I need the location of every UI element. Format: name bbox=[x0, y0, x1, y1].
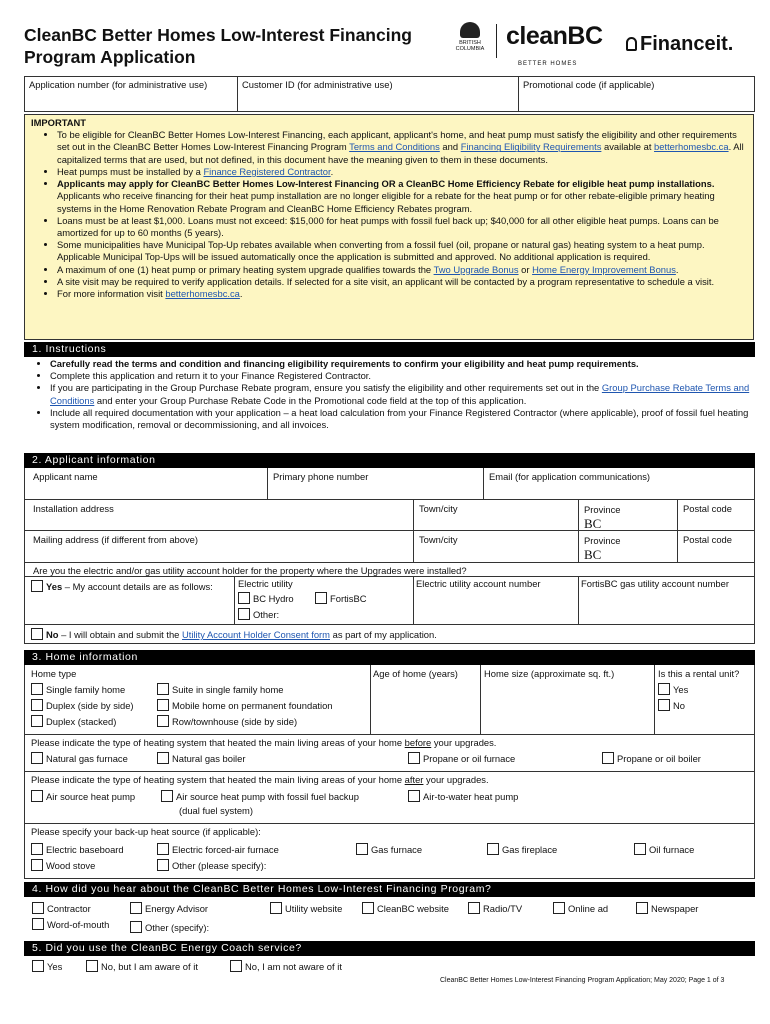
fortisbc-option[interactable] bbox=[315, 592, 366, 605]
backup-option[interactable] bbox=[31, 859, 95, 872]
checkbox[interactable] bbox=[356, 843, 368, 855]
other-utility-label: Other: bbox=[253, 609, 280, 620]
consent-form-link[interactable]: Utility Account Holder Consent form bbox=[182, 629, 330, 640]
section-5-header: 5. Did you use the CleanBC Energy Coach service? bbox=[24, 941, 755, 956]
section-3-header: 3. Home information bbox=[24, 650, 755, 665]
option-label: Propane or oil boiler bbox=[617, 753, 701, 764]
other-utility-checkbox[interactable] bbox=[238, 608, 250, 620]
item-text: Heat pumps must be installed by a bbox=[57, 165, 204, 177]
eligibility-requirements-link[interactable]: Financing Eligibility Requirements bbox=[460, 141, 602, 153]
section-1-header: 1. Instructions bbox=[24, 342, 755, 357]
bc-hydro-label: BC Hydro bbox=[253, 593, 294, 604]
divider bbox=[413, 499, 414, 562]
town-field[interactable] bbox=[415, 532, 462, 548]
divider bbox=[483, 468, 484, 499]
row-divider bbox=[25, 624, 754, 625]
important-item bbox=[57, 215, 747, 239]
question-text: Are you the electric and/or gas utility account holder for the property where the Upgrades were installed? bbox=[33, 565, 467, 576]
option-label: Radio/TV bbox=[483, 903, 523, 914]
item-text: available at bbox=[601, 141, 655, 153]
option-label: No, but I am aware of it bbox=[101, 961, 198, 972]
question-text: your upgrades. bbox=[431, 737, 497, 748]
bc-logo-text-1: BRITISH bbox=[459, 40, 481, 46]
option-label: Electric baseboard bbox=[46, 844, 124, 855]
application-number-field[interactable] bbox=[25, 77, 238, 111]
province-field[interactable] bbox=[580, 532, 624, 565]
row-divider bbox=[25, 734, 754, 735]
option-label: Mobile home on permanent foundation bbox=[172, 700, 333, 711]
section-4-header: 4. How did you hear about the CleanBC Better Homes Low-Interest Financing Program? bbox=[24, 882, 755, 897]
backup-option[interactable] bbox=[157, 859, 266, 872]
question-text: Please indicate the type of heating system that heated the main living areas of your home bbox=[31, 774, 405, 785]
cleanbc-logo-subtext: BETTER HOMES bbox=[518, 61, 578, 67]
checkbox[interactable] bbox=[32, 902, 44, 914]
home-type-option[interactable] bbox=[157, 699, 333, 712]
checkbox[interactable] bbox=[161, 790, 173, 802]
item-text: To be eligible for CleanBC Better Homes Low-Interest Financing, each applicant, applicant's home, and heat pump must satisfy the eligibility and other requirements set out in the CleanBC Better Homes Low-Interest Financing Program bbox=[57, 129, 737, 153]
yes-checkbox[interactable] bbox=[31, 580, 43, 592]
instructions bbox=[24, 358, 754, 431]
checkbox[interactable] bbox=[31, 843, 43, 855]
backup-option[interactable] bbox=[157, 843, 279, 856]
row-divider bbox=[25, 823, 754, 824]
bc-hydro-checkbox[interactable] bbox=[238, 592, 250, 604]
province-label: Province bbox=[584, 504, 621, 515]
item-text: . bbox=[330, 165, 334, 177]
page-footer: CleanBC Better Homes Low-Interest Financing Program Application; May 2020; Page 1 of 3 bbox=[440, 977, 725, 984]
heating-before-question bbox=[31, 737, 496, 749]
source-option[interactable] bbox=[270, 902, 342, 915]
option-label: CleanBC website bbox=[377, 903, 449, 914]
option-label: Electric forced-air furnace bbox=[172, 844, 279, 855]
bc-hydro-option[interactable] bbox=[238, 592, 294, 605]
option-label: Duplex (stacked) bbox=[46, 716, 117, 727]
account-yes-option[interactable] bbox=[31, 580, 213, 593]
betterhomesbc-link[interactable]: betterhomesbc.ca bbox=[165, 288, 240, 300]
checkbox[interactable] bbox=[553, 902, 565, 914]
heating-before-option[interactable] bbox=[408, 752, 515, 765]
source-option[interactable] bbox=[636, 902, 698, 915]
applicant-name-field[interactable] bbox=[29, 469, 102, 485]
rental-yes-option[interactable] bbox=[658, 683, 688, 696]
checkbox[interactable] bbox=[86, 960, 98, 972]
logo-bar bbox=[444, 20, 754, 67]
option-label: Row/townhouse (side by side) bbox=[172, 716, 298, 727]
option-label: No, I am not aware of it bbox=[245, 961, 342, 972]
terms-conditions-link[interactable]: Terms and Conditions bbox=[349, 141, 440, 153]
item-text: . All capitalized terms that are used, but not defined, in this document have the meaning given to them in these documents. bbox=[57, 141, 744, 165]
checkbox[interactable] bbox=[130, 921, 142, 933]
divider bbox=[654, 665, 655, 734]
home-energy-bonus-link[interactable]: Home Energy Improvement Bonus bbox=[532, 263, 676, 275]
customer-id-field[interactable] bbox=[238, 77, 518, 111]
option-label: Gas fireplace bbox=[502, 844, 558, 855]
postal-code-label: Postal code bbox=[683, 534, 732, 545]
financeit-mark-icon bbox=[626, 37, 637, 51]
option-label: Single family home bbox=[46, 684, 126, 695]
important-heading: IMPORTANT bbox=[31, 117, 87, 128]
item-bold-text: Applicants may apply for CleanBC Better Homes Low-Interest Financing OR a CleanBC Home Efficiency Rebate for eligible heat pump installations. bbox=[57, 178, 715, 190]
installation-address-label: Installation address bbox=[33, 503, 114, 514]
item-text: and bbox=[439, 141, 461, 153]
checkbox[interactable] bbox=[130, 902, 142, 914]
option-label: Utility website bbox=[285, 903, 343, 914]
option-label: Suite in single family home bbox=[172, 684, 284, 695]
postal-code-field[interactable] bbox=[679, 501, 736, 517]
application-number-label: Application number (for administrative use) bbox=[29, 79, 208, 90]
customer-id-label: Customer ID (for administrative use) bbox=[242, 79, 393, 90]
mailing-address-field[interactable] bbox=[29, 532, 202, 548]
yes-label: Yes bbox=[46, 581, 63, 592]
rental-question: Is this a rental unit? bbox=[658, 668, 740, 679]
no-description: as part of my application. bbox=[330, 629, 437, 640]
source-option[interactable] bbox=[362, 902, 449, 915]
option-label: Other (specify): bbox=[145, 922, 210, 933]
no-checkbox[interactable] bbox=[31, 628, 43, 640]
checkbox[interactable] bbox=[31, 859, 43, 871]
bc-crest-icon bbox=[460, 22, 480, 38]
backup-option[interactable] bbox=[31, 843, 124, 856]
email-label: Email (for application communications) bbox=[489, 471, 651, 482]
finance-contractor-link[interactable]: Finance Registered Contractor bbox=[203, 165, 331, 177]
logo-divider bbox=[496, 24, 497, 58]
option-label-continued: (dual fuel system) bbox=[179, 805, 253, 816]
source-option[interactable] bbox=[468, 902, 522, 915]
option-label: No bbox=[673, 700, 685, 711]
checkbox[interactable] bbox=[634, 843, 646, 855]
promo-code-field[interactable] bbox=[519, 77, 754, 111]
electric-account-field[interactable]: Electric utility account number bbox=[416, 578, 541, 589]
province-value: BC bbox=[584, 516, 602, 531]
source-option[interactable] bbox=[32, 902, 91, 915]
option-label: Propane or oil furnace bbox=[423, 753, 516, 764]
account-holder-question bbox=[29, 563, 471, 579]
option-label: Oil furnace bbox=[649, 844, 695, 855]
checkbox[interactable] bbox=[31, 683, 43, 695]
instruction-text: and enter your Group Purchase Rebate Code in the Promotional code field at the top of this application. bbox=[94, 394, 527, 406]
fortisbc-label: FortisBC bbox=[330, 593, 367, 604]
province-label: Province bbox=[584, 535, 621, 546]
checkbox[interactable] bbox=[270, 902, 282, 914]
electric-utility-label: Electric utility bbox=[238, 578, 293, 589]
question-emphasis: before bbox=[404, 737, 432, 748]
divider bbox=[677, 499, 678, 562]
town-label: Town/city bbox=[419, 534, 458, 545]
financeit-logo-text: Financeit. bbox=[640, 33, 734, 55]
important-item bbox=[57, 264, 747, 276]
question-emphasis: after bbox=[404, 774, 424, 785]
checkbox[interactable] bbox=[362, 902, 374, 914]
divider bbox=[578, 576, 579, 624]
checkbox[interactable] bbox=[408, 790, 420, 802]
home-type-label: Home type bbox=[31, 668, 77, 679]
instructions-list bbox=[24, 358, 754, 431]
option-label: Natural gas boiler bbox=[172, 753, 246, 764]
heating-after-question bbox=[31, 774, 489, 786]
question-text: Please indicate the type of heating system that heated the main living areas of your home bbox=[31, 737, 405, 748]
installation-address-field[interactable] bbox=[29, 501, 118, 517]
option-label: Online ad bbox=[568, 903, 609, 914]
source-option[interactable] bbox=[130, 902, 208, 915]
option-label: Yes bbox=[47, 961, 63, 972]
heating-before-option[interactable] bbox=[602, 752, 701, 765]
important-item bbox=[57, 166, 747, 178]
home-type-option[interactable] bbox=[157, 683, 284, 696]
checkbox[interactable] bbox=[408, 752, 420, 764]
item-text: For more information visit bbox=[57, 288, 166, 300]
instruction-text: Include all required documentation with your application – a heat load calculation from your Finance Registered Contractor (where applicable), proof of fossil fuel heating system modification, removal or decommissioning, and all invoices. bbox=[50, 406, 749, 431]
option-label: Energy Advisor bbox=[145, 903, 209, 914]
financeit-logo bbox=[626, 32, 733, 56]
row-divider bbox=[25, 499, 754, 500]
heating-after-option[interactable] bbox=[31, 790, 135, 803]
option-label: Newspaper bbox=[651, 903, 699, 914]
backup-option[interactable] bbox=[487, 843, 557, 856]
instruction-text: If you are participating in the Group Purchase Rebate program, ensure you satisfy the eligibility and other requirements set out in the bbox=[50, 382, 602, 394]
divider bbox=[370, 665, 371, 734]
home-type-option[interactable] bbox=[31, 715, 116, 728]
title-line-1: CleanBC Better Homes Low-Interest Financing bbox=[24, 25, 412, 45]
checkbox[interactable] bbox=[602, 752, 614, 764]
heating-after-option[interactable] bbox=[408, 790, 518, 803]
row-divider bbox=[25, 530, 754, 531]
divider bbox=[267, 468, 268, 499]
checkbox[interactable] bbox=[487, 843, 499, 855]
heating-before-option[interactable] bbox=[157, 752, 245, 765]
important-item bbox=[57, 239, 747, 263]
checkbox[interactable] bbox=[31, 752, 43, 764]
province-value: BC bbox=[584, 547, 602, 562]
heating-after-option[interactable] bbox=[161, 790, 359, 803]
source-option[interactable] bbox=[130, 921, 209, 934]
divider bbox=[234, 576, 235, 624]
option-label: Gas furnace bbox=[371, 844, 423, 855]
admin-row bbox=[24, 76, 755, 112]
energy-coach-option[interactable] bbox=[32, 960, 62, 973]
checkbox[interactable] bbox=[157, 843, 169, 855]
option-label: Yes bbox=[673, 684, 689, 695]
checkbox[interactable] bbox=[31, 715, 43, 727]
checkbox[interactable] bbox=[157, 699, 169, 711]
item-text: or bbox=[518, 263, 533, 275]
important-item bbox=[57, 276, 747, 288]
option-label: Contractor bbox=[47, 903, 91, 914]
checkbox[interactable] bbox=[32, 918, 44, 930]
primary-phone-field[interactable] bbox=[269, 469, 372, 485]
checkbox[interactable] bbox=[157, 715, 169, 727]
question-text: your upgrades. bbox=[423, 774, 489, 785]
option-label: Air-to-water heat pump bbox=[423, 791, 519, 802]
postal-code-field[interactable] bbox=[679, 532, 736, 548]
home-age-field[interactable]: Age of home (years) bbox=[373, 668, 458, 679]
instruction-text: Complete this application and return it to your Finance Registered Contractor. bbox=[50, 370, 372, 382]
energy-coach-option[interactable] bbox=[86, 960, 198, 973]
town-label: Town/city bbox=[419, 503, 458, 514]
checkbox[interactable] bbox=[636, 902, 648, 914]
home-size-field[interactable]: Home size (approximate sq. ft.) bbox=[484, 668, 615, 679]
town-field[interactable] bbox=[415, 501, 462, 517]
checkbox[interactable] bbox=[658, 683, 670, 695]
checkbox[interactable] bbox=[157, 683, 169, 695]
item-text: . bbox=[239, 288, 243, 300]
section-2-header: 2. Applicant information bbox=[24, 453, 755, 468]
primary-phone-label: Primary phone number bbox=[273, 471, 369, 482]
important-notice bbox=[24, 114, 754, 340]
postal-code-label: Postal code bbox=[683, 503, 732, 514]
checkbox[interactable] bbox=[157, 859, 169, 871]
home-info-table bbox=[24, 665, 755, 879]
checkbox[interactable] bbox=[31, 699, 43, 711]
instruction-item bbox=[50, 382, 754, 406]
yes-description: – My account details are as follows: bbox=[62, 581, 213, 592]
two-upgrade-bonus-link[interactable]: Two Upgrade Bonus bbox=[433, 263, 519, 275]
option-label: Air source heat pump with fossil fuel backup bbox=[176, 791, 359, 802]
home-type-option[interactable] bbox=[157, 715, 297, 728]
bc-logo-text-2: COLUMBIA bbox=[455, 46, 485, 52]
checkbox[interactable] bbox=[658, 699, 670, 711]
option-label: Natural gas furnace bbox=[46, 753, 128, 764]
betterhomesbc-link[interactable]: betterhomesbc.ca bbox=[654, 141, 729, 153]
item-text: Applicants who receive financing for their heat pump installation are no longer eligible for a rebate for the heat pump or for other rebate-eligible primary heating systems in the Home Renovation Rebate Program and CleanBC Home Efficiency Rebates program. bbox=[57, 190, 715, 214]
mailing-address-label: Mailing address (if different from above) bbox=[33, 534, 199, 545]
cleanbc-logo bbox=[506, 22, 603, 67]
source-option[interactable] bbox=[32, 918, 109, 931]
energy-coach-option[interactable] bbox=[230, 960, 342, 973]
divider bbox=[578, 499, 579, 562]
home-type-option[interactable] bbox=[31, 683, 125, 696]
option-label: Wood stove bbox=[46, 860, 96, 871]
province-field[interactable] bbox=[580, 501, 624, 534]
option-label: Word-of-mouth bbox=[47, 919, 110, 930]
email-field[interactable] bbox=[485, 469, 654, 485]
account-no-option[interactable] bbox=[31, 628, 437, 641]
instruction-item bbox=[50, 370, 754, 382]
important-item bbox=[57, 288, 747, 300]
bc-government-logo bbox=[448, 22, 492, 62]
heating-before-option[interactable] bbox=[31, 752, 128, 765]
group-purchase-terms-link[interactable]: Group Purchase Rebate Terms and Conditions bbox=[50, 382, 750, 406]
instruction-item bbox=[50, 407, 754, 431]
instruction-text: Carefully read the terms and condition and financing eligibility requirements to confirm your eligibility and heat pump requirements. bbox=[50, 358, 639, 369]
fortisbc-checkbox[interactable] bbox=[315, 592, 327, 604]
checkbox[interactable] bbox=[157, 752, 169, 764]
backup-option[interactable] bbox=[356, 843, 422, 856]
no-description: – I will obtain and submit the bbox=[58, 629, 183, 640]
backup-option[interactable] bbox=[634, 843, 694, 856]
applicant-name-label: Applicant name bbox=[33, 471, 98, 482]
divider bbox=[480, 665, 481, 734]
divider bbox=[413, 576, 414, 624]
applicant-info-table bbox=[24, 468, 755, 644]
page-title bbox=[24, 24, 412, 68]
no-label: No bbox=[46, 629, 59, 640]
item-text: A maximum of one (1) heat pump or primary heating system upgrade qualifies towards the bbox=[57, 263, 434, 275]
promo-code-label: Promotional code (if applicable) bbox=[523, 79, 655, 90]
backup-heat-question: Please specify your back-up heat source (if applicable): bbox=[31, 826, 261, 837]
option-label: Other (please specify): bbox=[172, 860, 267, 871]
item-text: Some municipalities have Municipal Top-Up rebates available when converting from a fossil fuel (oil, propane or natural gas) heating system to a heat pump. Applicable Municipal Top-Ups will be issued automatically once the application is submitted and approved. No additional application is required. bbox=[57, 239, 705, 263]
important-item bbox=[57, 178, 747, 215]
checkbox[interactable] bbox=[230, 960, 242, 972]
item-text: . bbox=[675, 263, 679, 275]
important-item bbox=[57, 129, 747, 166]
important-list bbox=[31, 129, 747, 300]
row-divider bbox=[25, 771, 754, 772]
home-type-option[interactable] bbox=[31, 699, 134, 712]
item-text: Loans must be at least $1,000. Loans must not exceed: $15,000 for heat pumps with fossil fuel back up; $40,000 for all other eligible heat pumps. Loans can be amortized for up to 60 months (5 years). bbox=[57, 214, 719, 238]
cleanbc-logo-text: cleanBC bbox=[506, 22, 603, 50]
fortis-account-field[interactable]: FortisBC gas utility account number bbox=[581, 578, 729, 589]
instruction-item bbox=[50, 358, 754, 370]
checkbox[interactable] bbox=[468, 902, 480, 914]
item-text: A site visit may be required to verify application details. If selected for a site visit, an applicant will be contacted by a program representative to schedule a visit. bbox=[57, 275, 715, 287]
title-line-2: Program Application bbox=[24, 47, 196, 67]
checkbox[interactable] bbox=[32, 960, 44, 972]
source-option[interactable] bbox=[553, 902, 608, 915]
option-label: Air source heat pump bbox=[46, 791, 136, 802]
other-utility-option[interactable] bbox=[238, 608, 279, 621]
option-label: Duplex (side by side) bbox=[46, 700, 134, 711]
rental-no-option[interactable] bbox=[658, 699, 685, 712]
checkbox[interactable] bbox=[31, 790, 43, 802]
